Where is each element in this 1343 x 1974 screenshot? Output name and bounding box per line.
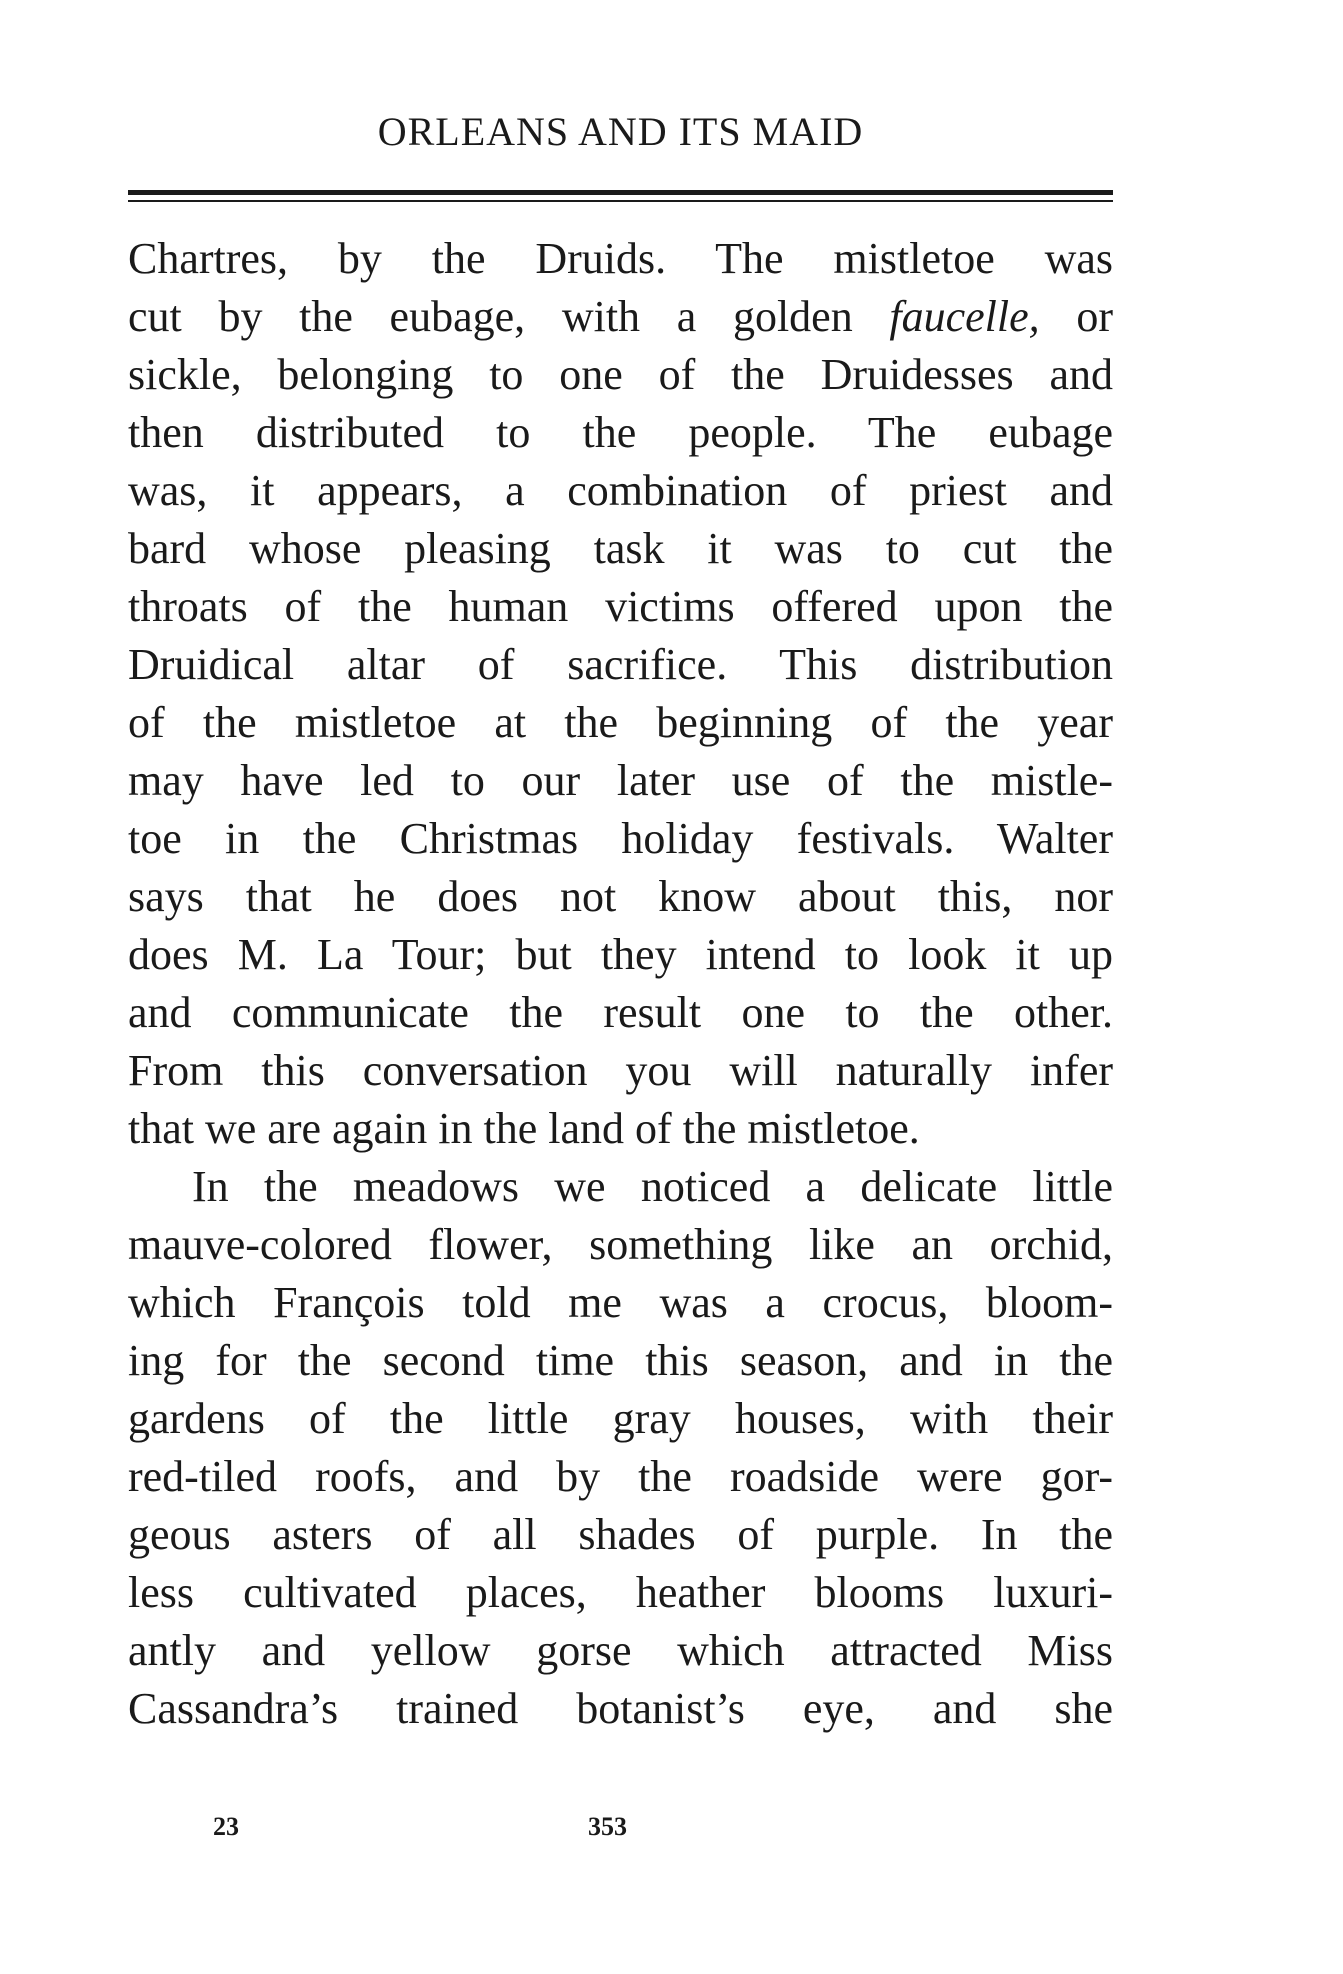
text-line: that we are again in the land of the mistletoe. [128, 1104, 920, 1153]
text-line: geous asters of all shades of purple. In the [128, 1510, 1113, 1559]
italic-term: faucelle, [889, 292, 1040, 341]
text-line: red-tiled roofs, and by the roadside were gor- [128, 1452, 1113, 1501]
text-fragment: or [1039, 292, 1113, 341]
text-line: sickle, belonging to one of the Druidesses and [128, 350, 1113, 399]
text-line: throats of the human victims offered upon the [128, 582, 1113, 631]
text-line: antly and yellow gorse which attracted Miss [128, 1626, 1113, 1675]
text-line: ing for the second time this season, and in the [128, 1336, 1113, 1385]
text-line: Cassandra’s trained botanist’s eye, and she [128, 1684, 1113, 1733]
text-line: From this conversation you will naturally infer [128, 1046, 1113, 1095]
text-line: gardens of the little gray houses, with their [128, 1394, 1113, 1443]
text-line: Chartres, by the Druids. The mistletoe was [128, 234, 1113, 283]
text-line: does M. La Tour; but they intend to look it up [128, 930, 1113, 979]
text-line: In the meadows we noticed a delicate little [192, 1162, 1113, 1211]
signature-mark: 23 [213, 1812, 239, 1841]
page-number: 353 [588, 1812, 627, 1841]
text-line: less cultivated places, heather blooms luxuri- [128, 1568, 1113, 1617]
text-line: was, it appears, a combination of priest and [128, 466, 1113, 515]
text-line: toe in the Christmas holiday festivals. Walter [128, 814, 1113, 863]
text-line: of the mistletoe at the beginning of the year [128, 698, 1113, 747]
text-line: bard whose pleasing task it was to cut the [128, 524, 1113, 573]
text-line: says that he does not know about this, nor [128, 872, 1113, 921]
text-line: and communicate the result one to the other. [128, 988, 1113, 1037]
text-line: Druidical altar of sacrifice. This distribution [128, 640, 1113, 689]
text-line: may have led to our later use of the mistle- [128, 756, 1113, 805]
text-fragment: cut by the eubage, with a golden [128, 292, 890, 341]
text-line: which François told me was a crocus, bloom- [128, 1278, 1113, 1327]
text-line: then distributed to the people. The eubage [128, 408, 1113, 457]
text-line: mauve-colored flower, something like an orchid, [128, 1220, 1113, 1269]
header-rule-thin [128, 200, 1113, 202]
header-rule-thick [128, 190, 1113, 195]
body-text [128, 230, 1113, 1738]
running-head: ORLEANS AND ITS MAID [377, 109, 864, 154]
text-line [128, 288, 1113, 346]
